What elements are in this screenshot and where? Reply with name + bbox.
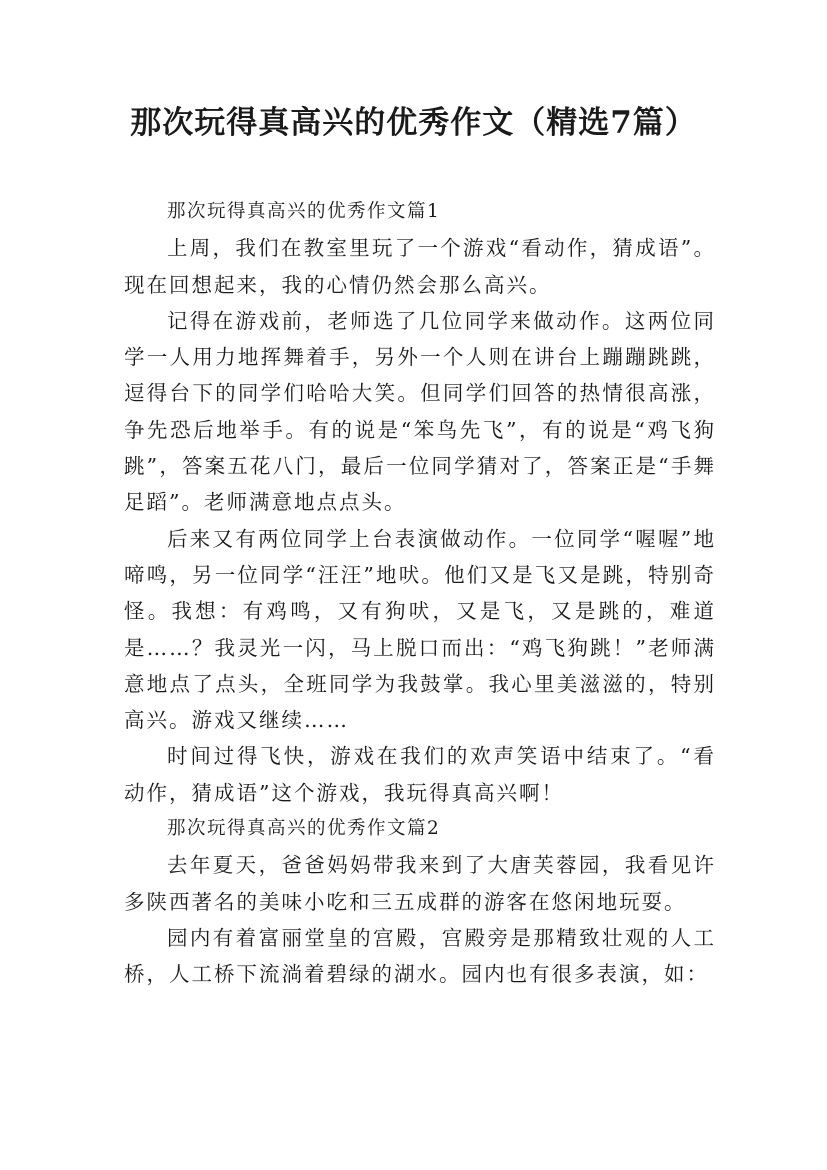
paragraph: 后来又有两位同学上台表演做动作。一位同学“喔喔”地啼鸣，另一位同学“汪汪”地吠。他们又是飞又是跳，特别奇怪。我想：有鸡鸣，又有狗吠，又是飞，又是跳的，难道是……？我灵光一闪，马上脱口而出：“鸡飞狗跳！”老师满意地点了点头，全班同学为我鼓掌。我心里美滋滋的，特别高兴。游戏又继续…… <box>124 526 716 733</box>
document-title: 那次玩得真高兴的优秀作文（精选7篇） <box>130 105 697 141</box>
paragraph: 记得在游戏前，老师选了几位同学来做动作。这两位同学一人用力地挥舞着手，另外一个人则在讲台上蹦蹦跳跳，逗得台下的同学们哈哈大笑。但同学们回答的热情很高涨，争先恐后地举手。有的说是“笨鸟先飞”，有的说是“鸡飞狗跳”，答案五花八门，最后一位同学猜对了，答案正是“手舞足蹈”。老师满意地点点头。 <box>124 308 716 515</box>
paragraph: 园内有着富丽堂皇的宫殿，宫殿旁是那精致壮观的人工桥，人工桥下流淌着碧绿的湖水。园内也有很多表演，如： <box>124 925 716 987</box>
section-heading-1: 那次玩得真高兴的优秀作文篇1 <box>167 201 441 222</box>
paragraph: 去年夏天，爸爸妈妈带我来到了大唐芙蓉园，我看见许多陕西著名的美味小吃和三五成群的游客在悠闲地玩耍。 <box>124 853 716 914</box>
paragraph: 时间过得飞快，游戏在我们的欢声笑语中结束了。“看动作，猜成语”这个游戏，我玩得真高兴啊！ <box>124 744 716 805</box>
paragraph: 上周，我们在教室里玩了一个游戏“看动作，猜成语”。现在回想起来，我的心情仍然会那么高兴。 <box>124 236 716 297</box>
document-body <box>124 194 716 993</box>
section-heading-2: 那次玩得真高兴的优秀作文篇2 <box>167 818 441 840</box>
